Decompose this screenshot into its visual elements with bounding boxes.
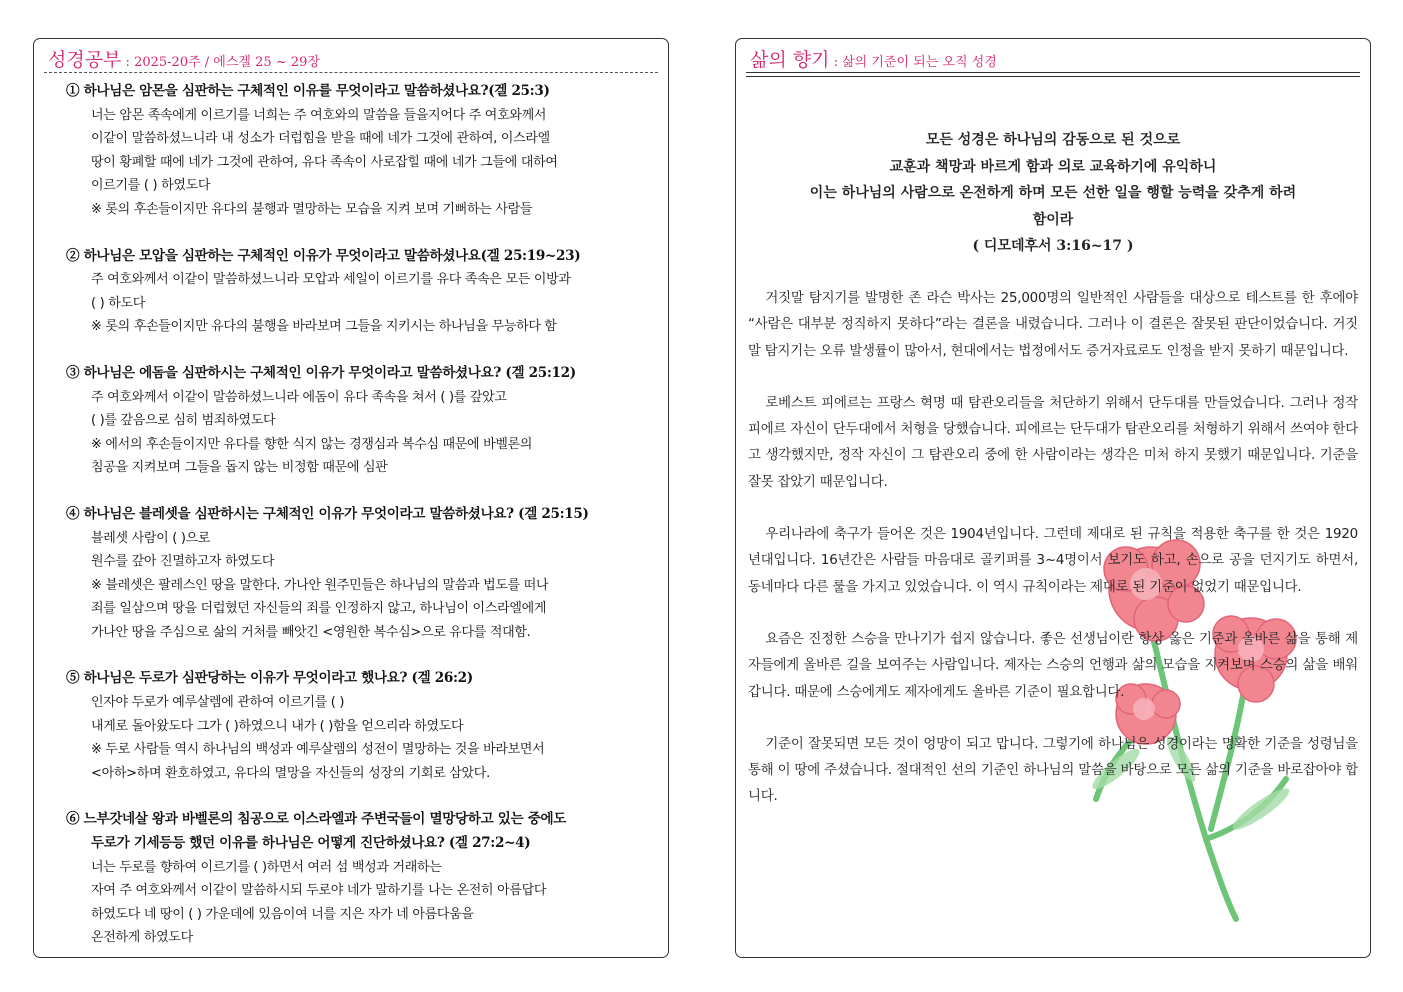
header-divider <box>746 72 1360 73</box>
question-line: 주 여호와께서 이같이 말씀하셨느니라 모압과 세일이 이르기를 유다 족속은 모든 이방과 <box>91 272 571 288</box>
question-heading: ② 하나님은 모압을 심판하는 구체적인 이유가 무엇이라고 말씀하셨나요(겔 25:19~23) <box>66 247 581 264</box>
fragrance-header <box>750 45 1356 72</box>
bible-study-header <box>48 45 654 72</box>
essay-paragraph: 거짓말 탐지기를 발명한 존 라슨 박사는 25,000명의 일반적인 사람들을 대상으로 테스트를 한 후에야 “사람은 대부분 정직하지 못하다”라는 결론을 내렸습니다. 그러나 이 결론은 잘못된 판단이었습니다. 거짓말 탐지기는 오류 발생률이 많아서, 현대에서는 법정에서도 증거자료로도 인정을 받지 못하기 때문입니다. <box>748 291 1358 359</box>
question-line: 이르기를 ( ) 하였도다 <box>91 178 211 194</box>
question-line: 하였도다 네 땅이 ( ) 가운데에 있음이여 너를 지은 자가 네 아름다움을 <box>91 906 474 922</box>
question-3 <box>66 362 656 480</box>
question-line: 블레셋 사람이 ( )으로 <box>91 530 211 546</box>
question-heading: ③ 하나님은 에돔을 심판하시는 구체적인 이유가 무엇이라고 말씀하셨나요? (겔 25:12) <box>66 364 576 381</box>
bible-study-panel <box>33 38 669 958</box>
header-divider <box>746 76 1360 77</box>
question-line: 주 여호와께서 이같이 말씀하셨느니라 에돔이 유다 족속을 쳐서 ( )를 갚았고 <box>91 389 507 405</box>
question-note: <아하>하며 환호하였고, 유다의 멸망을 자신들의 성장의 기회로 삼았다. <box>91 765 490 781</box>
question-line: 온전하게 하였도다 <box>91 930 193 946</box>
question-heading: ⑤ 하나님은 두로가 심판당하는 이유가 무엇이라고 했나요? (겔 26:2) <box>66 670 473 687</box>
question-note: ※ 블레셋은 팔레스인 땅을 말한다. 가나안 원주민들은 하나님의 말씀과 법도를 떠나 <box>91 577 549 593</box>
question-note: 죄를 일삼으며 땅을 더럽혔던 자신들의 죄를 인정하지 않고, 하나님이 이스라엘에게 <box>91 601 547 617</box>
question-line: 너는 암몬 족속에게 이르기를 너희는 주 여호와의 말씀을 들을지어다 주 여호와께서 <box>91 107 547 123</box>
verse-line: 이는 하나님의 사람으로 온전하게 하며 모든 선한 일을 행할 능력을 갖추게 하려 <box>809 185 1297 201</box>
question-note: ※ 롯의 후손들이지만 유다의 불행과 멸망하는 모습을 지켜 보며 기뻐하는 사람들 <box>91 201 533 217</box>
bible-study-title: 성경공부 <box>48 49 122 71</box>
question-heading: ④ 하나님은 블레셋을 심판하시는 구체적인 이유가 무엇이라고 말씀하셨나요? (겔 25:15) <box>66 505 589 522</box>
verse-line: 교훈과 책망과 바르게 함과 의로 교육하기에 유익하니 <box>889 158 1217 175</box>
question-line: 인자야 두로가 예루살렘에 관하여 이르기를 ( ) <box>91 695 345 711</box>
fragrance-of-life-panel <box>735 38 1371 958</box>
question-note: ※ 에서의 후손들이지만 유다를 향한 식지 않는 경쟁심과 복수심 때문에 바벨론의 <box>91 436 533 452</box>
question-line: ( )를 갚음으로 심히 범죄하였도다 <box>91 413 276 429</box>
question-heading-continued: 두로가 기세등등 했던 이유를 하나님은 어떻게 진단하셨나요? (겔 27:2~4) <box>91 835 531 852</box>
essay-paragraph: 로베스트 피에르는 프랑스 혁명 때 탐관오리들을 처단하기 위해서 단두대를 만들었습니다. 그러나 정작 피에르 자신이 단두대에서 처형을 당했습니다. 피에르는 단두대가 탐관오리를 처형하기 위해서 쓰여야 한다고 생각했지만, 정작 자신이 그 탐관오리 중에 한 사람이라는 생각은 미처 하지 못했기 때문입니다. 기준을 잘못 잡았기 때문입니다. <box>748 395 1358 490</box>
question-line: 자여 주 여호와께서 이같이 말씀하시되 두로야 네가 말하기를 나는 온전히 아름답다 <box>91 883 547 899</box>
question-line: 원수를 갚아 진멸하고자 하였도다 <box>91 554 275 570</box>
verse-line: 함이라 <box>1032 211 1074 228</box>
scripture-verse <box>756 127 1350 260</box>
essay-paragraph: 요즘은 진정한 스승을 만나기가 쉽지 않습니다. 좋은 선생님이란 항상 옳은 기준과 올바른 삶을 통해 제자들에게 올바른 길을 보여주는 사람입니다. 제자는 스승의 언행과 삶의 모습을 지켜보며 스승의 삶을 배워갑니다. 때문에 스승에게도 제자에게도 올바른 기준이 필요합니다. <box>748 631 1358 700</box>
question-heading: ① 하나님은 암몬을 심판하는 구체적인 이유를 무엇이라고 말씀하셨나요?(겔 25:3) <box>66 83 550 99</box>
question-line: ( ) 하도다 <box>91 295 145 311</box>
essay-paragraph: 기준이 잘못되면 모든 것이 엉망이 되고 맙니다. 그렇기에 하나님은 성경이라는 명확한 기준을 성령님을 통해 이 땅에 주셨습니다. 절대적인 선의 기준인 하나님의 말씀을 바탕으로 모든 삶의 기준을 바로잡아야 합니다. <box>748 736 1358 805</box>
verse-line: 모든 성경은 하나님의 감동으로 된 것으로 <box>925 132 1181 148</box>
question-note: ※ 롯의 후손들이지만 유다의 불행을 바라보며 그들을 지키시는 하나님을 무능하다 함 <box>91 319 557 335</box>
question-note: 침공을 지켜보며 그들을 돕지 않는 비정함 때문에 심판 <box>91 460 388 476</box>
verse-reference: ( 디모데후서 3:16~17 ) <box>972 238 1134 254</box>
fragrance-title: 삶의 향기 <box>750 49 830 71</box>
question-line: 이같이 말씀하셨느니라 내 성소가 더럽힘을 받을 때에 네가 그것에 관하여, 이스라엘 <box>91 131 550 147</box>
question-6 <box>66 808 656 950</box>
question-heading: ⑥ 느부갓네살 왕과 바벨론의 침공으로 이스라엘과 주변국들이 멸망당하고 있는 중에도 <box>66 811 567 828</box>
question-note: ※ 두로 사람들 역시 하나님의 백성과 예루살렘의 성전이 멸망하는 것을 바라보면서 <box>91 742 545 758</box>
question-5 <box>66 667 656 785</box>
header-divider <box>44 72 658 73</box>
question-1 <box>66 80 656 222</box>
question-list <box>66 80 656 958</box>
question-2 <box>66 245 656 339</box>
bible-study-subtitle: : 2025-20주 / 에스겔 25 ~ 29장 <box>121 55 320 70</box>
question-line: 너는 두로를 향하여 이르기를 ( )하면서 여러 섬 백성과 거래하는 <box>91 859 442 875</box>
essay-paragraph: 우리나라에 축구가 들어온 것은 1904년입니다. 그런데 제대로 된 규칙을 적용한 축구를 한 것은 1920년대입니다. 16년간은 사람들 마음대로 골키퍼를 3~4명이서 보기도 하고, 손으로 공을 던지기도 하면서, 동네마다 다른 룰을 가지고 있었습니다. 이 역시 규칙이라는 제대로 된 기준이 없었기 때문입니다. <box>748 527 1358 595</box>
question-line: 땅이 황폐할 때에 네가 그것에 관하여, 유다 족속이 사로잡힐 때에 네가 그들에 대하여 <box>91 154 558 170</box>
question-4 <box>66 503 656 645</box>
question-line: 내게로 돌아왔도다 그가 ( )하였으니 내가 ( )함을 얻으리라 하였도다 <box>91 718 464 734</box>
question-note: 가나안 땅을 주심으로 삶의 거처를 빼앗긴 <영원한 복수심>으로 유다를 적대함. <box>91 624 531 640</box>
essay-body <box>748 286 1358 837</box>
fragrance-subtitle: : 삶의 기준이 되는 오직 성경 <box>829 55 997 70</box>
